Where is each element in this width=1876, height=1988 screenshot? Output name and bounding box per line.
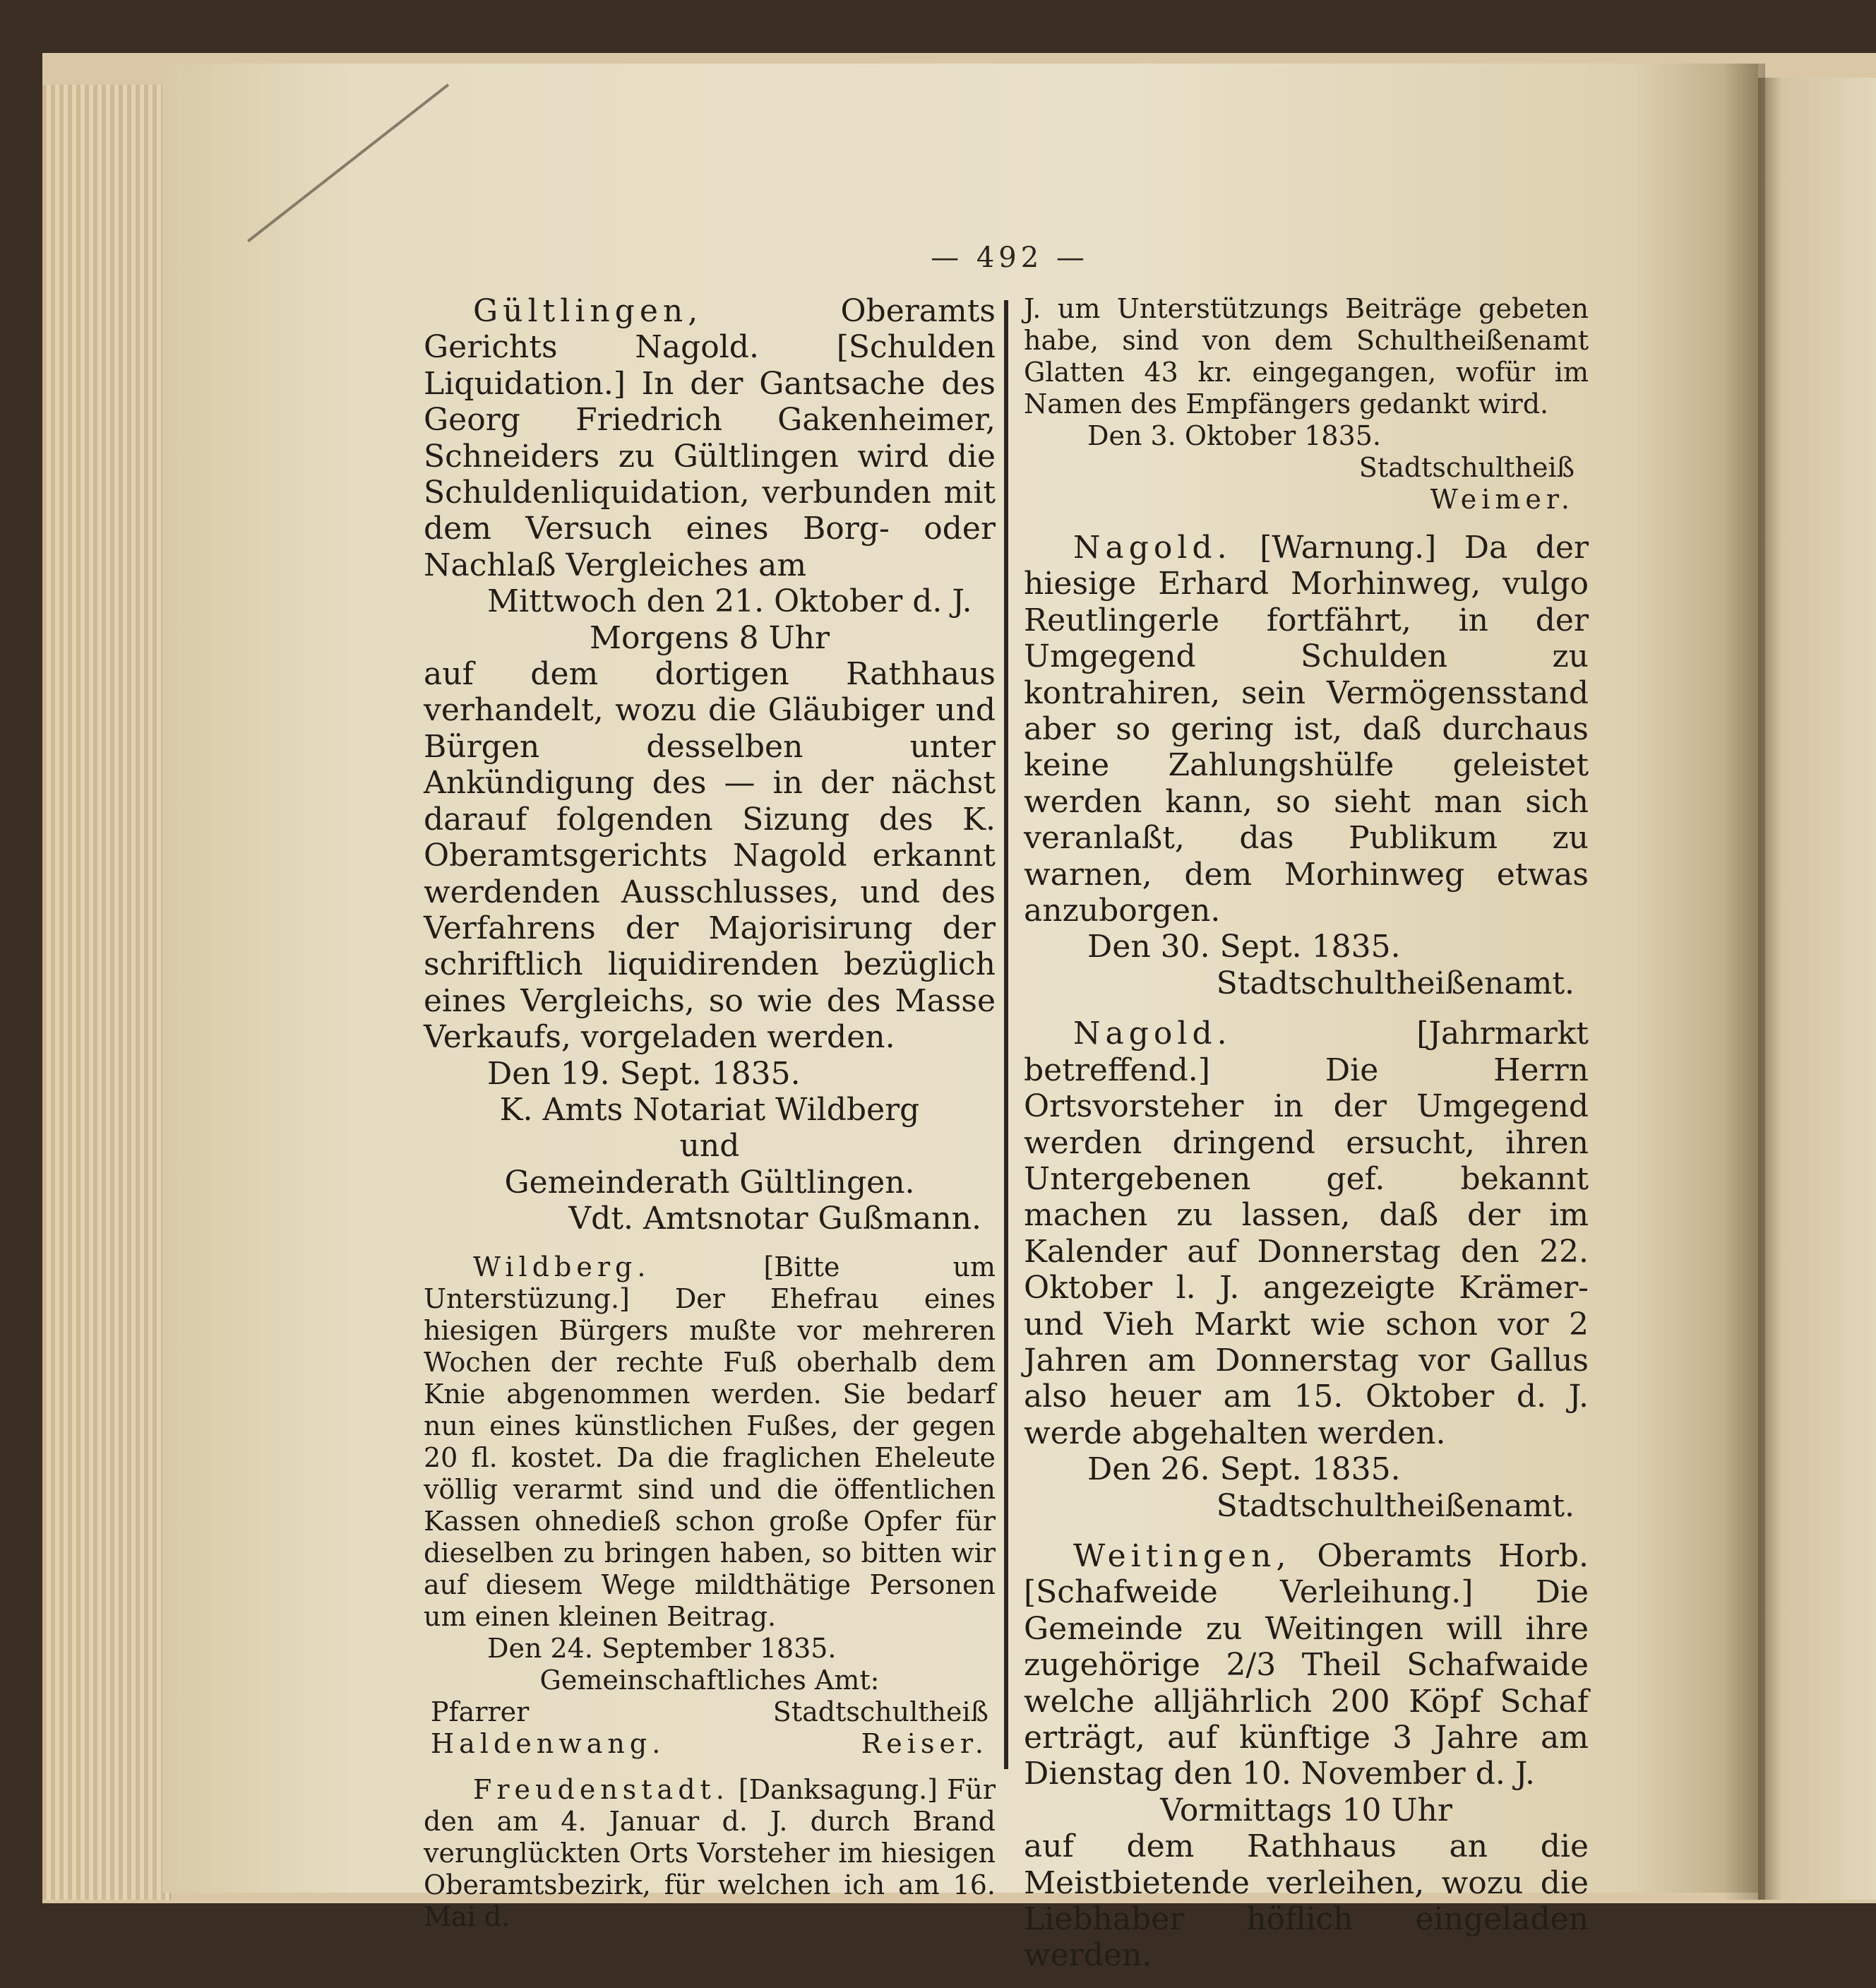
notice-body: [Jahrmarkt betreffend.] Die Herrn Ortsvorsteher in der Umgegend werden dringend ersucht, ihren Untergebenen gef. bekannt machen zu lassen, daß der im Kalender auf Donnerstag den 22. Oktober l. J. angezeigte Krämer- und Vieh Markt wie schon vor 2 Jahren am Donnerstag vor Gallus also heuer am 15. Oktober d. J. werde abgehalten werden.	[1024, 1016, 1589, 1451]
signature-line: Vdt. Amtsnotar Gußmann.	[568, 1201, 981, 1237]
notice-body: [Warnung.] Da der hiesige Erhard Morhinweg, vulgo Reutlingerle fortfährt, in der Umgegend Schulden zu kontrahiren, sein Vermögensstand aber so gering ist, daß durchaus keine Zahlungshülfe geleistet werden kann, so sieht man sich veranlaßt, das Publikum zu warnen, dem Morhinweg etwas anzuborgen.	[1024, 530, 1589, 929]
gutter-shadow	[1723, 64, 1765, 1900]
notice-continuation	[1024, 293, 1589, 516]
signature-line: Weimer.	[1430, 484, 1575, 515]
notice-body-continued: auf dem Rathhaus an die Meistbietende verleihen, wozu die Liebhaber höflich eingeladen werden.	[1024, 1828, 1589, 1974]
right-column	[1024, 293, 1589, 1988]
notice-body-continued: auf dem dortigen Rathhaus verhandelt, wozu die Gläubiger und Bürgen desselben unter Ankündigung des — in der nächst darauf folgenden Sizung des K. Oberamtsgerichts Nagold erkannt werdenden Ausschlusses, und des Verfahrens der Majorisirung der schriftlich liquidirenden bezüglich eines Vergleichs, so wie des Masse Verkaufs, vorgeladen werden.	[424, 656, 996, 1056]
page-edges	[42, 85, 171, 1900]
signature-row	[424, 1696, 996, 1728]
signature-row	[424, 1728, 996, 1760]
notice-nagold-warning	[1024, 530, 1589, 1001]
notice-weitingen	[1024, 1538, 1589, 1974]
signature-line: Stadtschultheißenamt.	[1216, 965, 1575, 1001]
dated-line: Den 24. September 1835.	[487, 1632, 837, 1664]
left-column	[424, 293, 996, 1947]
signature-line: Stadtschultheiß	[1358, 452, 1575, 483]
signature-left: Pfarrer	[431, 1696, 530, 1727]
notice-freudenstadt	[424, 1774, 996, 1933]
notice-gueltlingen	[424, 293, 996, 1237]
dated-line: Den 3. Oktober 1835.	[1087, 420, 1382, 451]
time-line: Vormittags 10 Uhr	[1160, 1792, 1452, 1828]
dated-line: Den 26. Sept. 1835.	[1087, 1451, 1401, 1488]
place-name: Wildberg.	[473, 1251, 651, 1282]
notice-body: J. um Unterstützungs Beiträge gebeten habe, sind von dem Schultheißenamt Glatten 43 kr. eingegangen, wofür im Namen des Empfängers gedankt wird.	[1024, 293, 1589, 419]
column-rule	[1004, 300, 1008, 1769]
signature-line: K. Amts Notariat Wildberg	[499, 1091, 920, 1128]
signature-left: Haldenwang.	[431, 1727, 666, 1759]
place-name: Nagold.	[1073, 530, 1232, 566]
notice-wildberg	[424, 1251, 996, 1760]
signature-line: Gemeinderath Gültlingen.	[504, 1164, 915, 1201]
place-name: Weitingen,	[1073, 1537, 1291, 1574]
facing-page-edge	[1758, 78, 1876, 1900]
notice-body: [Danksagung.] Für den am 4. Januar d. J. durch Brand verunglückten Orts Vorsteher im hiesigen Oberamtsbezirk, für welchen ich am 16. Mai d.	[424, 1773, 996, 1932]
signature-right: Stadtschultheiß	[772, 1696, 988, 1727]
place-name: Gültlingen,	[473, 293, 703, 329]
notice-body: Oberamts Horb. [Schafweide Verleihung.] Die Gemeinde zu Weitingen will ihre zugehörige 2/3 Theil Schafwaide welche alljährlich 200 Köpf Schaf erträgt, auf künftige 3 Jahre am Dienstag den 10. November d. J.	[1024, 1537, 1589, 1792]
dated-line: Den 30. Sept. 1835.	[1087, 929, 1401, 965]
date-line: Mittwoch den 21. Oktober d. J.	[487, 583, 972, 620]
signature-line: Stadtschultheißenamt.	[1216, 1487, 1575, 1524]
signature-line: und	[679, 1128, 740, 1165]
notice-body: Oberamts Gerichts Nagold. [Schulden Liquidation.] In der Gantsache des Georg Friedrich Gakenheimer, Schneiders zu Gültlingen wird die Schuldenliquidation, verbunden mit dem Versuch eines Borg- oder Nachlaß Vergleiches am	[424, 293, 996, 583]
place-name: Nagold.	[1073, 1016, 1232, 1052]
signature-right: Reiser.	[861, 1727, 988, 1759]
place-name: Freudenstadt.	[473, 1773, 729, 1805]
notice-nagold-market	[1024, 1016, 1589, 1524]
time-line: Morgens 8 Uhr	[589, 619, 830, 656]
dated-line: Den 19. Sept. 1835.	[487, 1055, 801, 1092]
signature-line: Gemeinschaftliches Amt:	[539, 1664, 880, 1696]
page-number: — 492 —	[931, 242, 1089, 274]
notice-body: [Bitte um Unterstüzung.] Der Ehefrau eines hiesigen Bürgers mußte vor mehreren Wochen der rechte Fuß oberhalb dem Knie abgenommen werden. Sie bedarf nun eines künstlichen Fußes, der gegen 20 fl. kostet. Da die fraglichen Eheleute völlig verarmt sind und die öffentlichen Kassen ohnedieß schon große Opfer für dieselben zu bringen haben, so bitten wir auf diesem Wege mildthätige Personen um einen kleinen Beitrag.	[424, 1251, 996, 1632]
